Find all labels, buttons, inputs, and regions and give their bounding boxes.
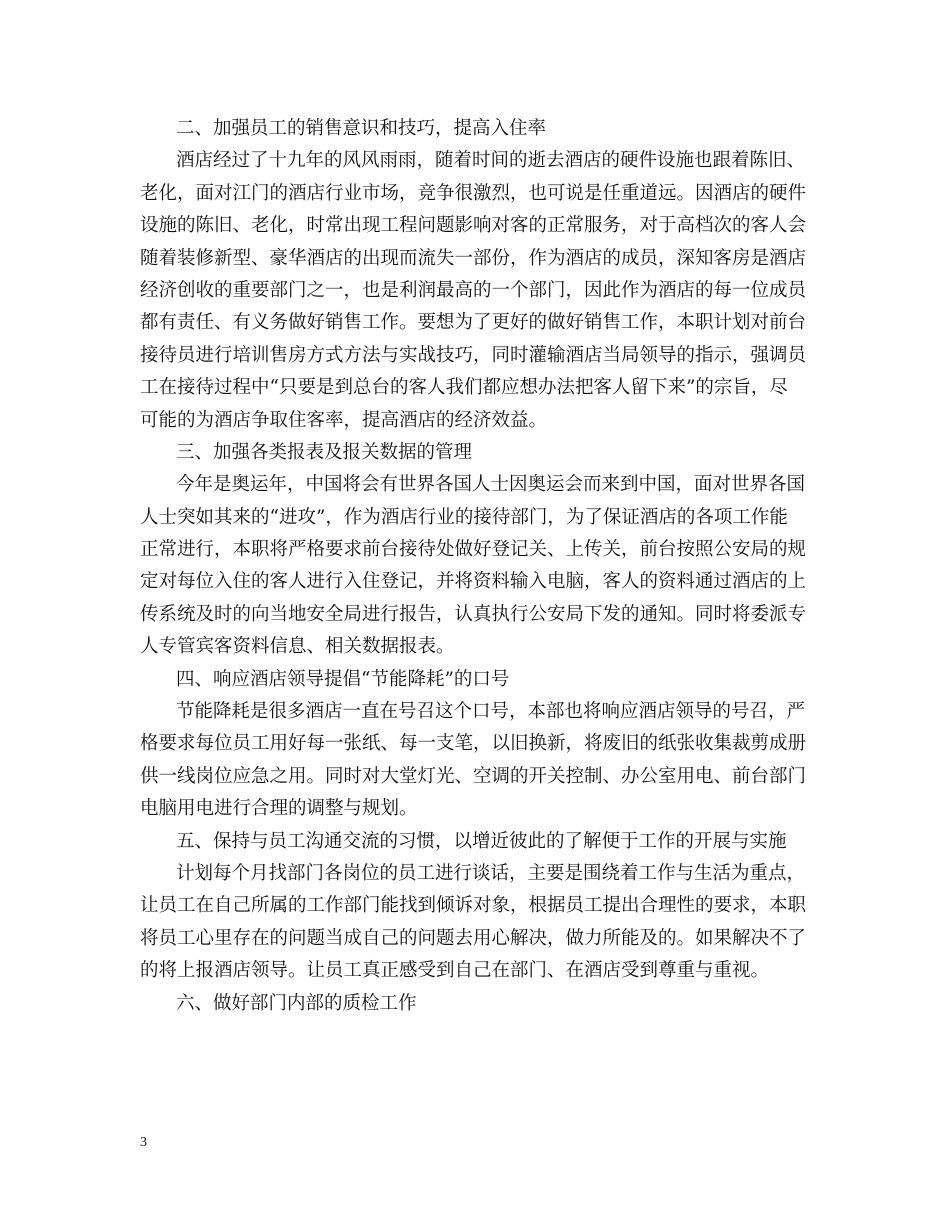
section-heading-2: 二、加强员工的销售意识和技巧，提高入住率 <box>176 118 547 139</box>
paragraph-line: 接待员进行培训售房方式方法与实战技巧，同时灌输酒店当局领导的指示，强调员 <box>140 344 807 366</box>
paragraph-line: 设施的陈旧、老化，时常出现工程问题影响对客的正常服务，对于高档次的客人会 <box>140 215 807 237</box>
paragraph-line: 的将上报酒店领导。让员工真正感受到自己在部门、在酒店受到尊重与重视。 <box>140 960 770 982</box>
paragraph-line: 定对每位入住的客人进行入住登记，并将资料输入电脑，客人的资料通过酒店的上 <box>140 571 807 593</box>
paragraph-line: 今年是奥运年，中国将会有世界各国人士因奥运会而来到中国，面对世界各国 <box>176 474 806 496</box>
paragraph-line: 计划每个月找部门各岗位的员工进行谈话，主要是围绕着工作与生活为重点， <box>176 862 806 884</box>
section-heading-4: 四、响应酒店领导提倡“节能降耗”的口号 <box>176 668 510 690</box>
paragraph-line: 将员工心里存在的问题当成自己的问题去用心解决，做力所能及的。如果解决不了 <box>140 927 807 949</box>
paragraph-line: 正常进行，本职将严格要求前台接待处做好登记关、上传关，前台按照公安局的规 <box>140 539 807 561</box>
paragraph-line: 老化，面对江门的酒店行业市场，竞争很激烈，也可说是任重道远。因酒店的硬件 <box>140 182 807 204</box>
paragraph-line: 经济创收的重要部门之一，也是利润最高的一个部门，因此作为酒店的每一位成员 <box>140 279 807 301</box>
paragraph-line: 节能降耗是很多酒店一直在号召这个口号，本部也将响应酒店领导的号召，严 <box>176 701 806 723</box>
paragraph-line: 可能的为酒店争取住客率，提高酒店的经济效益。 <box>140 409 548 431</box>
paragraph-line: 传系统及时的向当地安全局进行报告，认真执行公安局下发的通知。同时将委派专 <box>140 603 807 625</box>
paragraph-line: 随着装修新型、豪华酒店的出现而流失一部份，作为酒店的成员，深知客房是酒店 <box>140 247 807 269</box>
section-heading-6: 六、做好部门内部的质检工作 <box>176 992 417 1014</box>
section-heading-3: 三、加强各类报表及报关数据的管理 <box>176 441 473 463</box>
paragraph-line: 电脑用电进行合理的调整与规划。 <box>140 798 418 820</box>
paragraph-line: 工在接待过程中“只要是到总台的客人我们都应想办法把客人留下来”的宗旨，尽 <box>140 377 788 399</box>
document-body <box>140 113 812 1020</box>
paragraph-line: 人专管宾客资料信息、相关数据报表。 <box>140 636 455 658</box>
page-number: 3 <box>140 1135 147 1150</box>
paragraph-line: 供一线岗位应急之用。同时对大堂灯光、空调的开关控制、办公室用电、前台部门 <box>140 765 807 787</box>
paragraph-line: 人士突如其来的“进攻”，作为酒店行业的接待部门，为了保证酒店的各项工作能 <box>140 506 788 528</box>
paragraph-line: 酒店经过了十九年的风风雨雨，随着时间的逝去酒店的硬件设施也跟着陈旧、 <box>176 150 806 172</box>
section-heading-5: 五、保持与员工沟通交流的习惯，以增近彼此的了解便于工作的开展与实施 <box>176 830 787 852</box>
paragraph-line: 让员工在自己所属的工作部门能找到倾诉对象，根据员工提出合理性的要求，本职 <box>140 895 807 917</box>
paragraph-line: 都有责任、有义务做好销售工作。要想为了更好的做好销售工作，本职计划对前台 <box>140 312 807 334</box>
paragraph-line: 格要求每位员工用好每一张纸、每一支笔，以旧换新，将废旧的纸张收集裁剪成册 <box>140 733 807 755</box>
